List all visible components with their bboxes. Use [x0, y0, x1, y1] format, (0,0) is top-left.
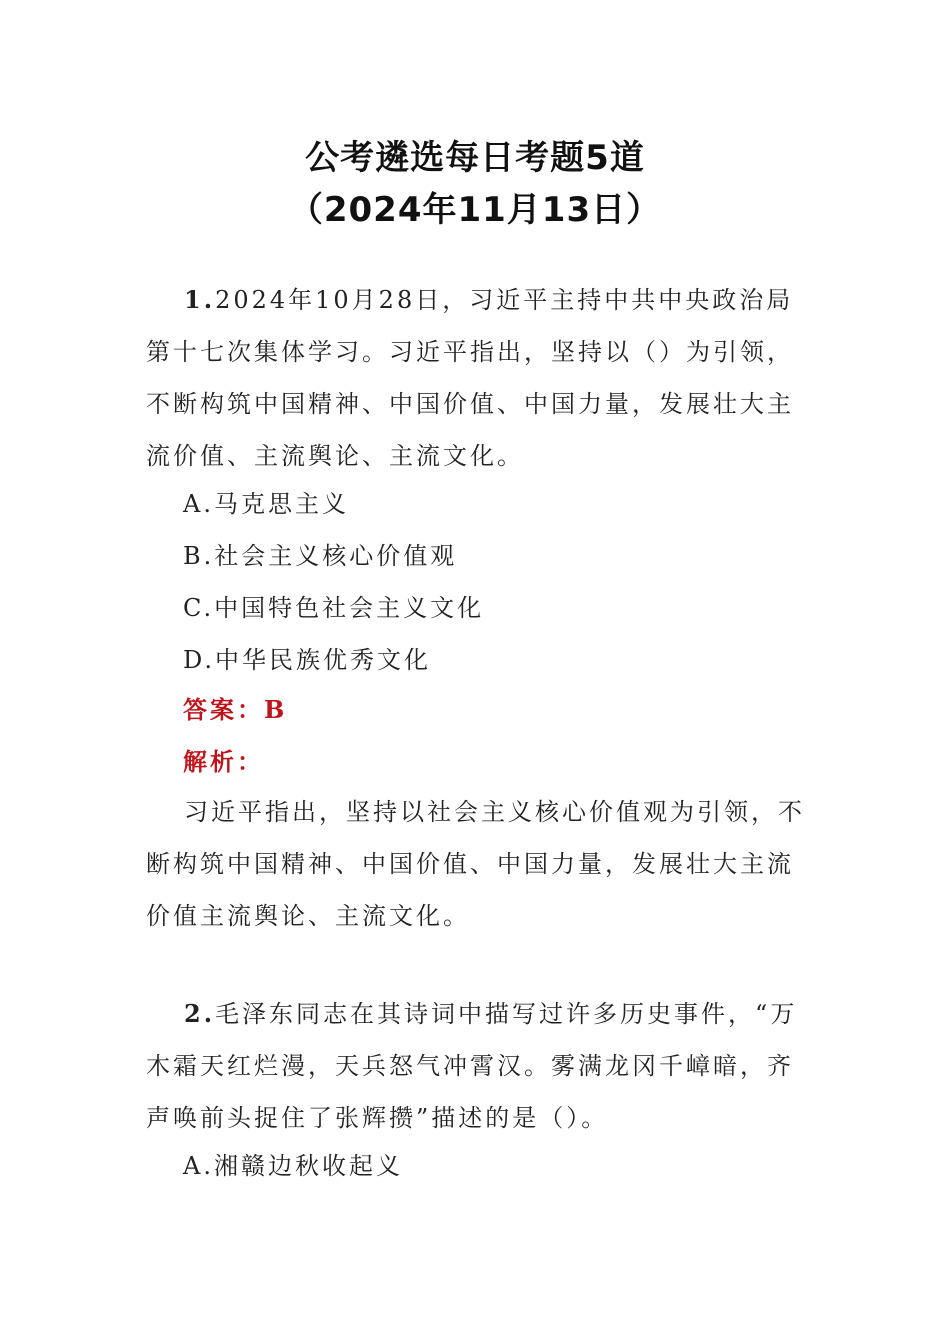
question-2-option-a: A.湘赣边秋收起义: [183, 1152, 403, 1180]
question-1-option-b: B.社会主义核心价值观: [183, 542, 458, 570]
document-date: （2024年11月13日）: [288, 190, 662, 230]
answer-value: B: [264, 695, 288, 724]
question-1-stem-block: [146, 274, 808, 482]
question-1-stem: 2024年10月28日，习近平主持中共中央政治局第十七次集体学习。习近平指出，坚持以（）为引领，不断构筑中国精神、中国价值、中国力量，发展壮大主流价值、主流舆论、主流文化。: [146, 286, 794, 470]
question-1-option-a: A.马克思主义: [183, 490, 349, 518]
document-title: 公考遴选每日考题5道: [305, 138, 645, 178]
answer-label: 答案：: [183, 696, 264, 724]
question-2-stem-block: [146, 988, 808, 1144]
question-1-option-c: C.中国特色社会主义文化: [183, 594, 485, 622]
question-1-analysis-text: 习近平指出，坚持以社会主义核心价值观为引领，不断构筑中国精神、中国价值、中国力量，发展壮大主流价值主流舆论、主流文化。: [146, 798, 805, 930]
question-1-analysis-label: 解析：: [183, 748, 264, 776]
question-1-number: 1.: [184, 285, 216, 314]
question-2-number: 2.: [184, 999, 216, 1028]
question-1-option-d: D.中华民族优秀文化: [183, 646, 432, 674]
question-2-stem: 毛泽东同志在其诗词中描写过许多历史事件，“万木霜天红烂漫，天兵怒气冲霄汉。雾满龙冈千嶂暗，齐声唤前头捉住了张辉攒”描述的是（）。: [146, 1000, 798, 1132]
question-1-answer: [183, 684, 287, 736]
